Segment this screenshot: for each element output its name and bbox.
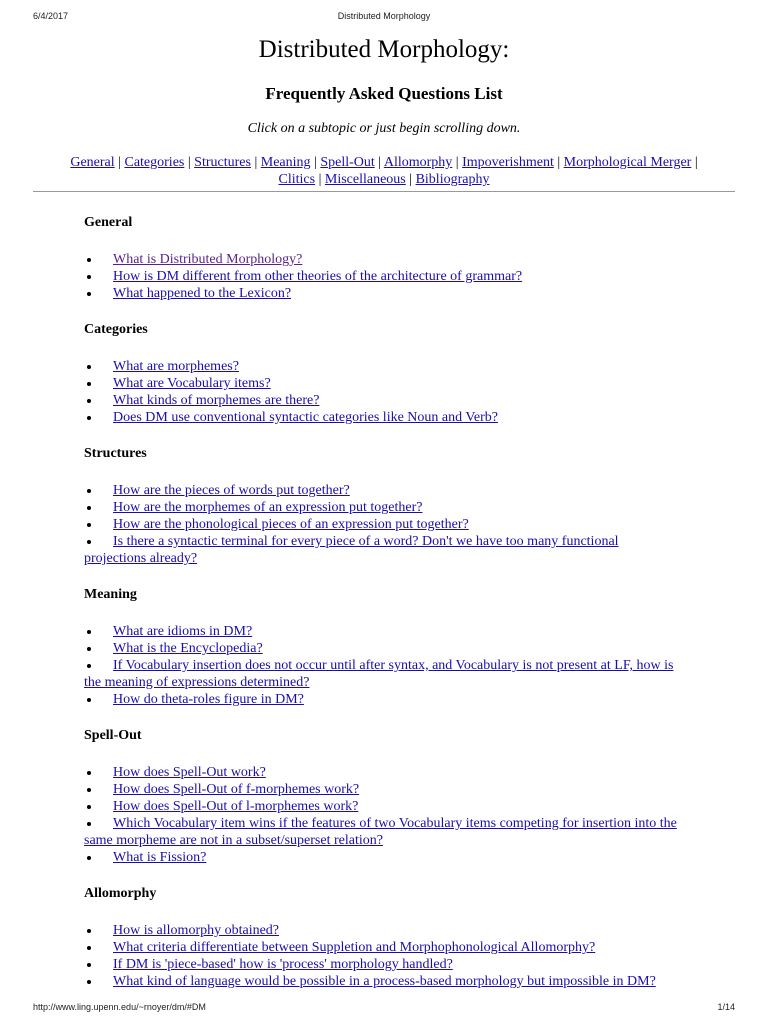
nav-separator: | bbox=[455, 155, 459, 170]
nav-link-categories[interactable]: Categories bbox=[124, 155, 185, 170]
print-page-title: Distributed Morphology bbox=[337, 11, 431, 21]
question-link[interactable]: How does Spell-Out work? bbox=[113, 765, 266, 780]
bullet-icon bbox=[87, 523, 91, 527]
list-item bbox=[84, 533, 684, 567]
nav-separator: | bbox=[318, 172, 322, 187]
nav-link-meaning[interactable]: Meaning bbox=[260, 155, 311, 170]
list-item bbox=[84, 375, 684, 392]
list-item bbox=[84, 640, 684, 657]
nav-separator: | bbox=[254, 155, 258, 170]
list-item bbox=[84, 781, 684, 798]
question-link[interactable]: How do theta-roles figure in DM? bbox=[113, 692, 304, 707]
bullet-icon bbox=[87, 788, 91, 792]
question-link[interactable]: How does Spell-Out of f-morphemes work? bbox=[113, 782, 360, 797]
print-url: http://www.ling.upenn.edu/~rnoyer/dm/#DM bbox=[33, 1002, 206, 1012]
question-link[interactable]: What is Fission? bbox=[113, 850, 207, 865]
nav-separator: | bbox=[557, 155, 561, 170]
list-item bbox=[84, 939, 684, 956]
bullet-icon bbox=[87, 963, 91, 967]
list-item bbox=[84, 499, 684, 516]
question-link[interactable]: How are the morphemes of an expression put together? bbox=[113, 500, 423, 515]
section-heading: Allomorphy bbox=[84, 886, 157, 901]
question-link[interactable]: How is allomorphy obtained? bbox=[113, 923, 280, 938]
bullet-icon bbox=[87, 698, 91, 702]
question-list bbox=[84, 764, 684, 866]
nav-link-bibliography[interactable]: Bibliography bbox=[415, 172, 490, 187]
list-item bbox=[84, 849, 684, 866]
bullet-icon bbox=[87, 929, 91, 933]
section-heading: Spell-Out bbox=[84, 728, 142, 743]
question-list bbox=[84, 251, 684, 302]
nav-separator: | bbox=[409, 172, 413, 187]
list-item bbox=[84, 516, 684, 533]
list-item bbox=[84, 409, 684, 426]
bullet-icon bbox=[87, 365, 91, 369]
page-title: Distributed Morphology: bbox=[258, 36, 510, 63]
nav-link-miscellaneous[interactable]: Miscellaneous bbox=[324, 172, 406, 187]
nav-separator: | bbox=[118, 155, 121, 170]
question-list bbox=[84, 482, 684, 567]
question-link[interactable]: Does DM use conventional syntactic categories like Noun and Verb? bbox=[113, 410, 499, 425]
question-link[interactable]: Is there a syntactic terminal for every piece of a word? Don't we have too many functional projections already? bbox=[84, 534, 619, 566]
question-link[interactable]: What is the Encyclopedia? bbox=[113, 641, 263, 656]
question-list bbox=[84, 358, 684, 426]
bullet-icon bbox=[87, 946, 91, 950]
section-heading: Meaning bbox=[84, 587, 137, 602]
nav-link-impoverishment[interactable]: Impoverishment bbox=[462, 155, 554, 170]
nav-link-allomorphy[interactable]: Allomorphy bbox=[383, 155, 453, 170]
bullet-icon bbox=[87, 771, 91, 775]
question-link[interactable]: If Vocabulary insertion does not occur until after syntax, and Vocabulary is not present at LF, how is the meaning of expressions determined? bbox=[84, 658, 674, 690]
bullet-icon bbox=[87, 856, 91, 860]
section-heading: Structures bbox=[84, 446, 147, 461]
print-header bbox=[0, 0, 768, 20]
bullet-icon bbox=[87, 664, 91, 668]
question-link[interactable]: How does Spell-Out of l-morphemes work? bbox=[113, 799, 359, 814]
list-item bbox=[84, 657, 684, 691]
instruction-text: Click on a subtopic or just begin scrolling down. bbox=[247, 121, 521, 136]
list-item bbox=[84, 922, 684, 939]
question-link[interactable]: What are idioms in DM? bbox=[113, 624, 253, 639]
list-item bbox=[84, 358, 684, 375]
list-item bbox=[84, 956, 684, 973]
topic-nav bbox=[56, 154, 712, 188]
list-item bbox=[84, 392, 684, 409]
nav-link-morphological-merger[interactable]: Morphological Merger bbox=[563, 155, 692, 170]
nav-separator: | bbox=[378, 155, 382, 170]
bullet-icon bbox=[87, 382, 91, 386]
list-item bbox=[84, 482, 684, 499]
bullet-icon bbox=[87, 822, 91, 826]
print-footer bbox=[0, 1002, 768, 1018]
question-link[interactable]: What are Vocabulary items? bbox=[113, 376, 271, 391]
question-link[interactable]: If DM is 'piece-based' how is 'process' morphology handled? bbox=[113, 957, 453, 972]
list-item bbox=[84, 623, 684, 640]
list-item bbox=[84, 268, 684, 285]
faq-content bbox=[84, 214, 684, 1009]
bullet-icon bbox=[87, 489, 91, 493]
list-item bbox=[84, 973, 684, 990]
section-heading: General bbox=[84, 215, 133, 230]
nav-separator: | bbox=[187, 155, 191, 170]
question-link[interactable]: How are the phonological pieces of an expression put together? bbox=[113, 517, 469, 532]
bullet-icon bbox=[87, 980, 91, 984]
question-list bbox=[84, 922, 684, 990]
bullet-icon bbox=[87, 399, 91, 403]
list-item bbox=[84, 251, 684, 268]
list-item bbox=[84, 691, 684, 708]
divider bbox=[33, 191, 735, 192]
nav-link-clitics[interactable]: Clitics bbox=[278, 172, 316, 187]
question-link[interactable]: What kinds of morphemes are there? bbox=[113, 393, 320, 408]
list-item bbox=[84, 764, 684, 781]
nav-link-spell-out[interactable]: Spell-Out bbox=[320, 155, 375, 170]
bullet-icon bbox=[87, 506, 91, 510]
question-link[interactable]: What is Distributed Morphology? bbox=[113, 252, 303, 267]
page-number: 1/14 bbox=[717, 1002, 735, 1012]
list-item bbox=[84, 798, 684, 815]
nav-separator: | bbox=[314, 155, 317, 170]
section-heading: Categories bbox=[84, 322, 148, 337]
question-link[interactable]: What kind of language would be possible in a process-based morphology but impossible in DM? bbox=[113, 974, 656, 989]
question-link[interactable]: How are the pieces of words put together? bbox=[113, 483, 350, 498]
bullet-icon bbox=[87, 416, 91, 420]
question-link[interactable]: How is DM different from other theories of the architecture of grammar? bbox=[113, 269, 523, 284]
question-link[interactable]: Which Vocabulary item wins if the features of two Vocabulary items competing for insertion into the same morpheme are not in a subset/superset relation? bbox=[84, 816, 677, 848]
nav-link-structures[interactable]: Structures bbox=[194, 155, 251, 170]
list-item bbox=[84, 285, 684, 302]
list-item bbox=[84, 815, 684, 849]
page-subtitle: Frequently Asked Questions List bbox=[265, 84, 503, 103]
bullet-icon bbox=[87, 275, 91, 279]
question-list bbox=[84, 623, 684, 708]
bullet-icon bbox=[87, 630, 91, 634]
bullet-icon bbox=[87, 540, 91, 544]
question-link[interactable]: What happened to the Lexicon? bbox=[113, 286, 292, 301]
nav-separator: | bbox=[694, 155, 698, 170]
bullet-icon bbox=[87, 258, 91, 262]
print-date: 6/4/2017 bbox=[33, 11, 69, 21]
bullet-icon bbox=[87, 805, 91, 809]
bullet-icon bbox=[87, 647, 91, 651]
bullet-icon bbox=[87, 292, 91, 296]
question-link[interactable]: What are morphemes? bbox=[113, 359, 239, 374]
question-link[interactable]: What criteria differentiate between Suppletion and Morphophonological Allomorphy? bbox=[113, 940, 596, 955]
nav-link-general[interactable]: General bbox=[70, 155, 115, 170]
